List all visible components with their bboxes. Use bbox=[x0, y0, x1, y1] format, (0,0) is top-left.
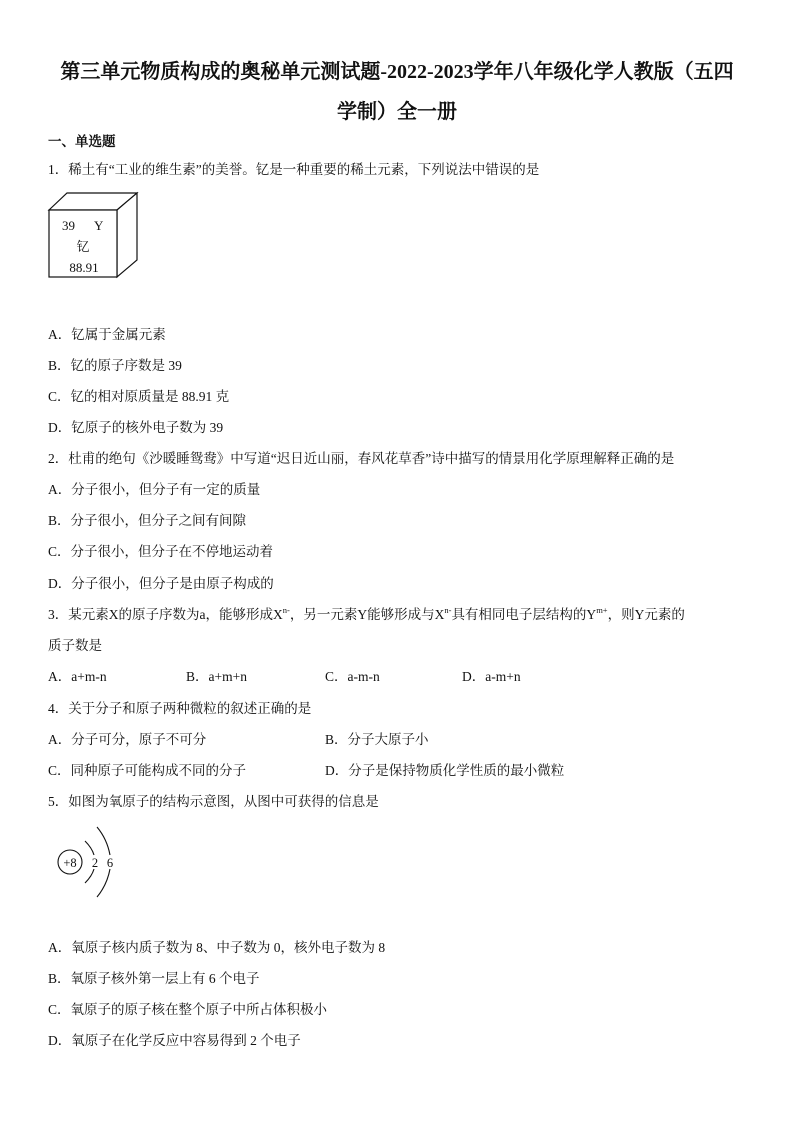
option-text: 分子大原子小 bbox=[347, 732, 429, 747]
option-text: 分子很小，但分子在不停地运动着 bbox=[70, 544, 274, 559]
element-atomic-number: 39 bbox=[62, 218, 75, 233]
question-3-stem-line2: 质子数是 bbox=[48, 638, 102, 653]
option-text: 氧原子在化学反应中容易得到 2 个电子 bbox=[71, 1033, 301, 1048]
option-text: 分子很小，但分子是由原子构成的 bbox=[71, 576, 274, 591]
ion-charge-superscript: n- bbox=[282, 605, 290, 615]
nucleus-charge: +8 bbox=[63, 856, 77, 870]
question-1-option-b bbox=[48, 357, 182, 375]
option-label: C． bbox=[48, 763, 71, 778]
question-1-option-c bbox=[48, 388, 229, 406]
stem-text: 3．某元素X的原子序数为a，能够形成X bbox=[48, 607, 283, 622]
element-symbol: Y bbox=[94, 218, 104, 233]
question-3-option-b bbox=[186, 668, 247, 686]
section-heading: 一、单选题 bbox=[48, 134, 116, 149]
option-label: A． bbox=[48, 327, 72, 342]
oxygen-atom-structure-diagram bbox=[52, 822, 124, 902]
question-2-option-c bbox=[48, 543, 273, 561]
document-title-line1: 第三单元物质构成的奥秘单元测试题-2022-2023学年八年级化学人教版（五四 bbox=[60, 61, 734, 83]
ion-charge-superscript: m+ bbox=[596, 605, 608, 615]
question-4-option-b bbox=[325, 731, 429, 749]
question-3-stem-line1 bbox=[48, 606, 685, 624]
option-label: B． bbox=[48, 358, 71, 373]
question-5-option-b bbox=[48, 970, 260, 988]
shell-1-arc-top bbox=[85, 841, 94, 855]
stem-text: 具有相同电子层结构的Y bbox=[451, 607, 597, 622]
question-4-option-c bbox=[48, 762, 246, 780]
option-text: 分子很小，但分子之间有间隙 bbox=[70, 513, 247, 528]
shell-2-arc-bottom bbox=[97, 869, 110, 897]
option-text: 钇的原子序数是 39 bbox=[70, 358, 182, 373]
option-text: 分子可分，原子不可分 bbox=[71, 732, 207, 747]
option-label: C． bbox=[325, 669, 348, 684]
option-text: 分子很小，但分子有一定的质量 bbox=[71, 482, 261, 497]
option-text: 钇原子的核外电子数为 39 bbox=[71, 420, 224, 435]
question-2-option-d bbox=[48, 575, 274, 593]
option-text: 氧原子核外第一层上有 6 个电子 bbox=[70, 971, 260, 986]
option-text: a+m+n bbox=[208, 669, 247, 684]
question-1-option-a bbox=[48, 326, 166, 344]
option-label: A． bbox=[48, 669, 72, 684]
option-label: B． bbox=[186, 669, 209, 684]
option-label: A． bbox=[48, 732, 72, 747]
stem-text: ，另一元素Y能够形成与X bbox=[289, 607, 445, 622]
option-text: 氧原子核内质子数为 8、中子数为 0，核外电子数为 8 bbox=[71, 940, 386, 955]
element-card-figure bbox=[46, 190, 140, 280]
question-4-option-a bbox=[48, 731, 206, 749]
question-3-option-a bbox=[48, 668, 107, 686]
question-5-stem: 5．如图为氧原子的结构示意图，从图中可获得的信息是 bbox=[48, 794, 379, 809]
option-text: 钇属于金属元素 bbox=[71, 327, 166, 342]
question-3-option-d bbox=[462, 668, 521, 686]
option-text: 同种原子可能构成不同的分子 bbox=[70, 763, 247, 778]
option-text: a-m-n bbox=[347, 669, 380, 684]
shell-2-electrons: 6 bbox=[106, 856, 114, 870]
option-label: B． bbox=[325, 732, 348, 747]
question-4-option-d bbox=[325, 762, 564, 780]
option-label: A． bbox=[48, 482, 72, 497]
question-3-option-c bbox=[325, 668, 380, 686]
question-5-option-c bbox=[48, 1001, 327, 1019]
question-4-stem: 4．关于分子和原子两种微粒的叙述正确的是 bbox=[48, 701, 312, 716]
document-title-line2: 学制）全一册 bbox=[337, 101, 457, 123]
option-label: D． bbox=[48, 1033, 72, 1048]
question-2-option-a bbox=[48, 481, 260, 499]
option-label: C． bbox=[48, 544, 71, 559]
ion-charge-superscript: n- bbox=[444, 605, 452, 615]
stem-text: ，则Y元素的 bbox=[607, 607, 685, 622]
option-text: 分子是保持物质化学性质的最小微粒 bbox=[348, 763, 565, 778]
option-label: C． bbox=[48, 389, 71, 404]
option-text: 钇的相对原质量是 88.91 克 bbox=[70, 389, 230, 404]
question-2-stem: 2．杜甫的绝句《沙暖睡鸳鸯》中写道“迟日近山丽，春风花草香”诗中描写的情景用化学原理解释正确的是 bbox=[48, 451, 675, 466]
option-label: B． bbox=[48, 513, 71, 528]
option-text: a+m-n bbox=[71, 669, 107, 684]
option-label: D． bbox=[325, 763, 349, 778]
shell-1-arc-bottom bbox=[85, 869, 94, 883]
option-label: D． bbox=[48, 576, 72, 591]
question-5-option-d bbox=[48, 1032, 301, 1050]
option-text: a-m+n bbox=[485, 669, 521, 684]
shell-1-electrons: 2 bbox=[91, 856, 99, 870]
element-name: 钇 bbox=[76, 239, 90, 254]
option-label: A． bbox=[48, 940, 72, 955]
shell-2-arc-top bbox=[97, 827, 110, 855]
option-label: D． bbox=[48, 420, 72, 435]
question-2-option-b bbox=[48, 512, 246, 530]
question-5-option-a bbox=[48, 939, 385, 957]
question-1-stem: 1．稀土有“工业的维生素”的美誉。钇是一种重要的稀土元素，下列说法中错误的是 bbox=[48, 162, 540, 177]
option-label: D． bbox=[462, 669, 486, 684]
option-label: C． bbox=[48, 1002, 71, 1017]
option-label: B． bbox=[48, 971, 71, 986]
option-text: 氧原子的原子核在整个原子中所占体积极小 bbox=[70, 1002, 328, 1017]
element-atomic-mass: 88.91 bbox=[69, 260, 99, 275]
question-1-option-d bbox=[48, 419, 223, 437]
